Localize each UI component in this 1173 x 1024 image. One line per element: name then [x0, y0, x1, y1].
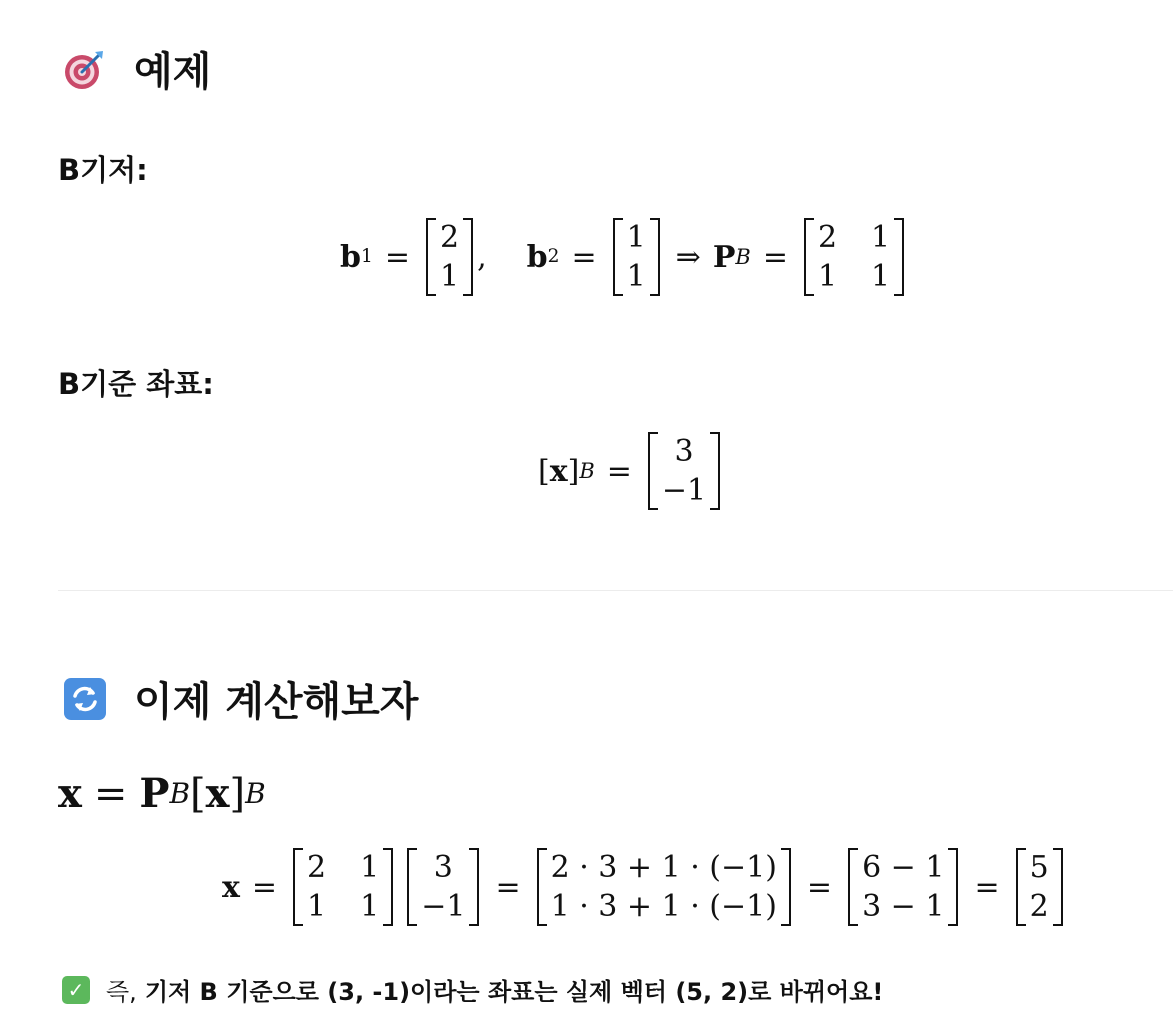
direct-hit-icon	[62, 46, 108, 92]
coords-entry: −1	[421, 889, 466, 924]
section-heading-calc	[62, 670, 418, 727]
result-entry: 5	[1029, 850, 1049, 885]
basis-label: B기저:	[58, 153, 148, 187]
section-heading-example	[62, 40, 211, 97]
coords-label: B기준 좌표:	[58, 367, 214, 401]
simplified-vector	[848, 848, 958, 926]
section-heading-text: 예제	[134, 49, 212, 95]
equals-sign: =	[93, 770, 128, 817]
pb-entry: 2	[817, 220, 838, 255]
x-symbol: x	[549, 453, 568, 489]
b2-vector	[613, 218, 660, 296]
conclusion-line	[62, 972, 883, 1007]
expanded-entry: 1 · 3 + 1 · (−1)	[550, 889, 777, 924]
x-symbol: x	[205, 770, 230, 817]
result-entry: 2	[1029, 889, 1049, 924]
simplified-entry: 6 − 1	[862, 850, 945, 885]
pb-entry: 1	[360, 850, 380, 885]
calculation-equation: x = 2 1 1 1 3 −1 = 2 · 3 + 1 · (−1) 1 · 3 + 1 · (−1) = 6 − 1 3 − 1 = 5 2	[222, 848, 1067, 926]
conclusion-text: 기저 B 기준으로 (3, -1)이라는 좌표는 실제 벡터 (5, 2)로 바뀌어요!	[144, 978, 884, 1006]
b1-vector	[426, 218, 473, 296]
coords-entry: 3	[674, 434, 694, 469]
section-divider	[58, 590, 1173, 591]
implies-symbol: ⇒	[675, 239, 701, 275]
pb-matrix	[804, 218, 904, 296]
result-vector	[1016, 848, 1063, 926]
pb-symbol: P	[712, 239, 736, 275]
transform-formula: x = P B [ x ] B	[58, 770, 266, 817]
simplified-entry: 3 − 1	[862, 889, 945, 924]
bracket-close: ]	[567, 453, 580, 489]
pb-entry: 1	[307, 889, 327, 924]
pb-entry: 1	[360, 889, 380, 924]
pb-entry: 2	[307, 850, 327, 885]
coords-vector	[648, 432, 720, 510]
pb-entry: 1	[871, 220, 891, 255]
coords-vector	[407, 848, 479, 926]
counterclockwise-arrows-icon	[62, 676, 108, 722]
b1-entry: 2	[439, 220, 460, 255]
expanded-entry: 2 · 3 + 1 · (−1)	[550, 850, 777, 885]
coords-entry: 3	[433, 850, 453, 885]
bracket-open: [	[538, 453, 550, 489]
basis-equation: b 1 = 2 1 , b 2 = 1 1 ⇒ P B = 2 1 1 1	[340, 218, 908, 296]
check-mark-button-icon: ✓	[62, 976, 90, 1004]
b1-entry: 1	[439, 259, 460, 294]
x-symbol: x	[58, 770, 82, 817]
pb-symbol: P	[139, 770, 170, 817]
b2-entry: 1	[626, 220, 646, 255]
b2-entry: 1	[626, 259, 646, 294]
bracket-close: ]	[229, 770, 246, 817]
b1-symbol: b	[340, 239, 361, 275]
bracket-open: [	[190, 770, 206, 817]
b2-symbol: b	[526, 239, 548, 275]
section-heading-text: 이제 계산해보자	[134, 679, 419, 725]
x-symbol: x	[222, 869, 240, 905]
pb-matrix	[293, 848, 393, 926]
coords-equation: [ x ] B = 3 −1	[538, 432, 724, 510]
coords-entry: −1	[661, 473, 707, 508]
pb-entry: 1	[817, 259, 838, 294]
conclusion-prefix: 즉,	[106, 978, 137, 1006]
comma: ,	[477, 239, 487, 275]
pb-entry: 1	[871, 259, 891, 294]
expanded-vector	[537, 848, 791, 926]
